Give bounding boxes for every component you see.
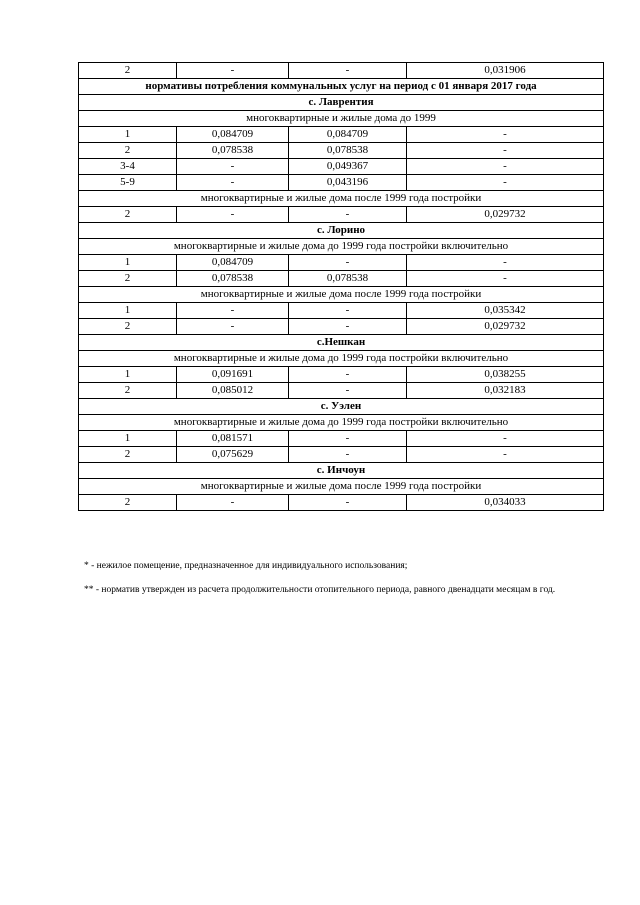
subheader-row	[79, 287, 604, 303]
table-row	[79, 175, 604, 191]
value-cell: -	[407, 175, 604, 191]
village-name: с. Лаврентия	[79, 95, 604, 111]
footnote-1: * - нежилое помещение, предназначенное для индивидуального использования;	[84, 561, 408, 571]
value-cell: 0,043196	[289, 175, 407, 191]
value-cell: 0,029732	[407, 207, 604, 223]
table-row	[79, 63, 604, 79]
footnote-2: ** - норматив утвержден из расчета продолжительности отопительного периода, равного двенадцати месяцам в год.	[84, 585, 556, 595]
rooms-cell: 5-9	[79, 175, 177, 191]
value-cell: -	[407, 255, 604, 271]
village-row	[79, 95, 604, 111]
value-cell: 0,078538	[289, 143, 407, 159]
value-cell: -	[289, 431, 407, 447]
value-cell: 0,032183	[407, 383, 604, 399]
subheader-row	[79, 351, 604, 367]
building-category: многоквартирные и жилые дома после 1999 года постройки	[79, 191, 604, 207]
norms-table	[78, 62, 604, 511]
value-cell: 0,029732	[407, 319, 604, 335]
table-row	[79, 303, 604, 319]
rooms-cell: 1	[79, 255, 177, 271]
table-row	[79, 207, 604, 223]
subheader-row	[79, 191, 604, 207]
value-cell: -	[407, 431, 604, 447]
value-cell: -	[407, 159, 604, 175]
village-name: с. Инчоун	[79, 463, 604, 479]
rooms-cell: 2	[79, 271, 177, 287]
value-cell: -	[289, 495, 407, 511]
table-row	[79, 319, 604, 335]
value-cell: 0,081571	[177, 431, 289, 447]
norms-period-header: нормативы потребления коммунальных услуг на период с 01 января 2017 года	[79, 79, 604, 95]
value-cell: 0,031906	[407, 63, 604, 79]
norms-table-page	[78, 62, 603, 511]
table-row	[79, 143, 604, 159]
value-cell: -	[289, 255, 407, 271]
rooms-cell: 2	[79, 447, 177, 463]
value-cell: -	[289, 63, 407, 79]
value-cell: 0,078538	[177, 271, 289, 287]
rooms-cell: 2	[79, 495, 177, 511]
table-row	[79, 431, 604, 447]
value-cell: -	[177, 319, 289, 335]
value-cell: 0,091691	[177, 367, 289, 383]
value-cell: -	[177, 207, 289, 223]
value-cell: 0,075629	[177, 447, 289, 463]
value-cell: 0,078538	[289, 271, 407, 287]
value-cell: -	[177, 495, 289, 511]
village-row	[79, 463, 604, 479]
subheader-row	[79, 111, 604, 127]
value-cell: -	[289, 447, 407, 463]
building-category: многоквартирные и жилые дома до 1999 года постройки включительно	[79, 351, 604, 367]
value-cell: -	[289, 207, 407, 223]
rooms-cell: 2	[79, 63, 177, 79]
value-cell: 0,078538	[177, 143, 289, 159]
value-cell: -	[289, 383, 407, 399]
building-category: многоквартирные и жилые дома до 1999 года постройки включительно	[79, 239, 604, 255]
value-cell: -	[177, 303, 289, 319]
rooms-cell: 2	[79, 207, 177, 223]
value-cell: -	[177, 159, 289, 175]
rooms-cell: 1	[79, 431, 177, 447]
table-row	[79, 447, 604, 463]
rooms-cell: 1	[79, 367, 177, 383]
value-cell: 0,084709	[289, 127, 407, 143]
table-row	[79, 495, 604, 511]
rooms-cell: 1	[79, 127, 177, 143]
value-cell: -	[407, 143, 604, 159]
value-cell: 0,034033	[407, 495, 604, 511]
value-cell: 0,035342	[407, 303, 604, 319]
rooms-cell: 2	[79, 319, 177, 335]
value-cell: 0,049367	[289, 159, 407, 175]
village-row	[79, 223, 604, 239]
value-cell: -	[177, 175, 289, 191]
rooms-cell: 2	[79, 143, 177, 159]
village-name: с. Лорино	[79, 223, 604, 239]
value-cell: -	[289, 303, 407, 319]
rooms-cell: 1	[79, 303, 177, 319]
value-cell: -	[177, 63, 289, 79]
rooms-cell: 2	[79, 383, 177, 399]
table-row	[79, 255, 604, 271]
table-row	[79, 159, 604, 175]
table-row	[79, 383, 604, 399]
value-cell: 0,084709	[177, 255, 289, 271]
norms-table-body	[79, 63, 604, 511]
building-category: многоквартирные и жилые дома до 1999 года постройки включительно	[79, 415, 604, 431]
village-name: с.Нешкан	[79, 335, 604, 351]
value-cell: 0,084709	[177, 127, 289, 143]
value-cell: 0,085012	[177, 383, 289, 399]
building-category: многоквартирные и жилые дома после 1999 года постройки	[79, 479, 604, 495]
value-cell: -	[407, 447, 604, 463]
value-cell: -	[289, 319, 407, 335]
value-cell: -	[289, 367, 407, 383]
value-cell: 0,038255	[407, 367, 604, 383]
value-cell: -	[407, 127, 604, 143]
value-cell: -	[407, 271, 604, 287]
subheader-row	[79, 479, 604, 495]
table-row	[79, 127, 604, 143]
norms-period-header-row	[79, 79, 604, 95]
footnotes	[84, 560, 584, 608]
village-row	[79, 399, 604, 415]
subheader-row	[79, 239, 604, 255]
subheader-row	[79, 415, 604, 431]
table-row	[79, 367, 604, 383]
village-name: с. Уэлен	[79, 399, 604, 415]
village-row	[79, 335, 604, 351]
building-category: многоквартирные и жилые дома после 1999 года постройки	[79, 287, 604, 303]
rooms-cell: 3-4	[79, 159, 177, 175]
building-category: многоквартирные и жилые дома до 1999	[79, 111, 604, 127]
table-row	[79, 271, 604, 287]
